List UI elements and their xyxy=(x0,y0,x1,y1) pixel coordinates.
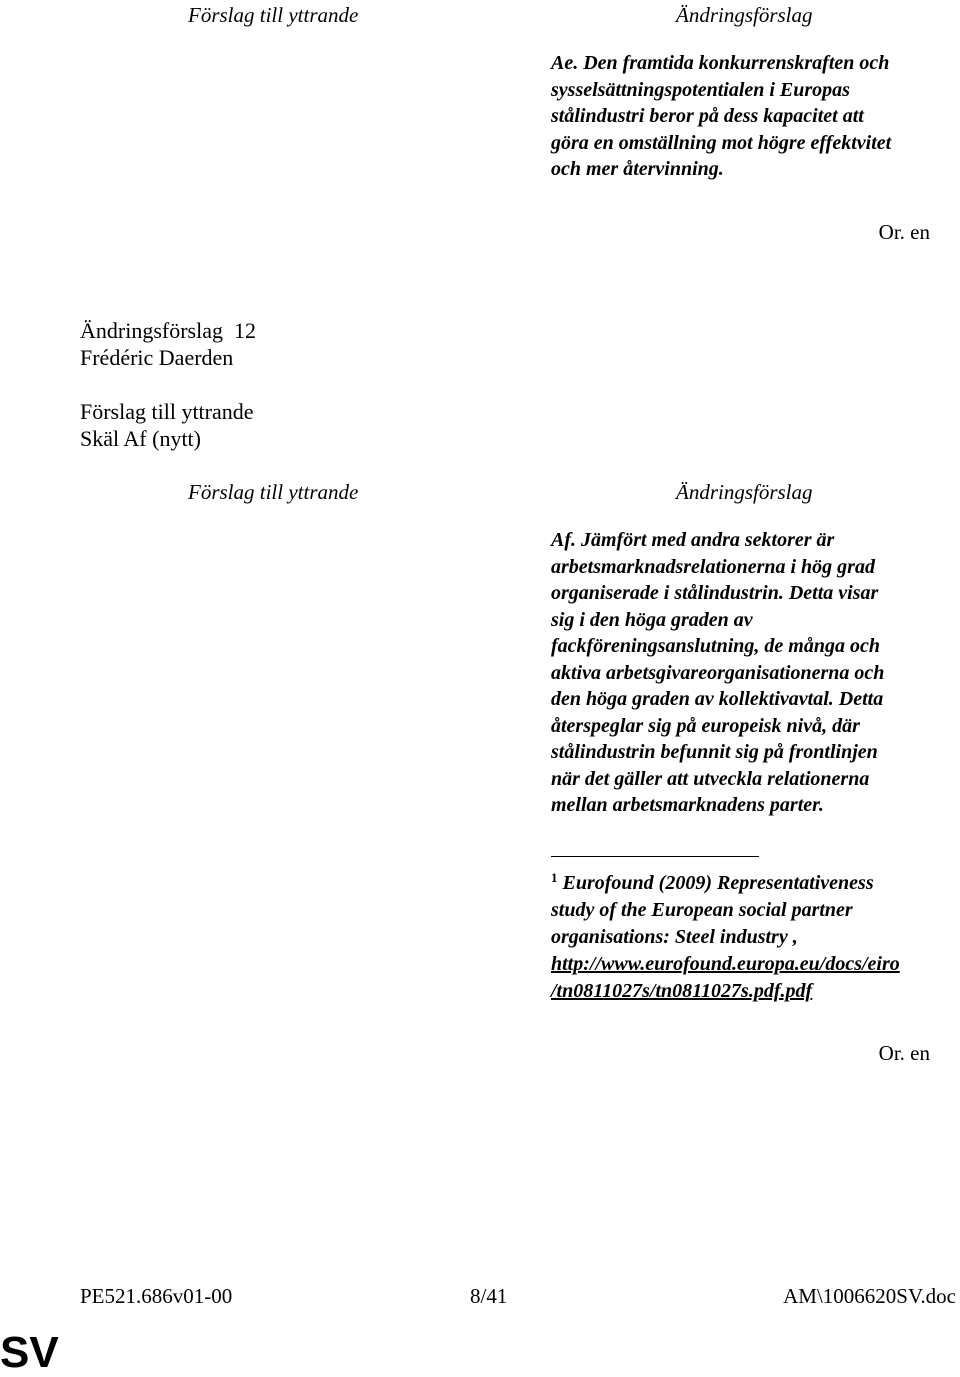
amendment-line: när det gäller att utveckla relationerna xyxy=(551,767,870,790)
footer-document-reference: PE521.686v01-00 xyxy=(80,1284,233,1308)
column-heading-amendment: Ändringsförslag xyxy=(676,3,813,27)
amendment-line: göra en omställning mot högre effektvitet xyxy=(551,131,892,154)
footnote-url-link[interactable]: /tn0811027s/tn0811027s.pdf.pdf xyxy=(551,980,813,1002)
original-language-label: Or. en xyxy=(878,1041,930,1065)
original-language-label: Or. en xyxy=(878,220,930,244)
amendment-line: återspeglar sig på europeisk nivå, där xyxy=(551,714,860,737)
footnote-url-link[interactable]: http://www.eurofound.europa.eu/docs/eiro xyxy=(551,953,900,975)
amendment-line: stålindustrin befunnit sig på frontlinjen xyxy=(551,741,878,763)
footnote-separator xyxy=(551,856,759,857)
amendment-line: arbetsmarknadsrelationerna i hög grad xyxy=(551,555,875,578)
amendment-line: sig i den höga graden av xyxy=(551,608,753,631)
language-code: SV xyxy=(0,1328,59,1377)
amendment-text-ae xyxy=(551,50,891,183)
footer-file-name: AM\1006620SV.doc xyxy=(783,1284,956,1308)
amendment-line: den höga graden av kollektivavtal. Detta xyxy=(551,688,884,710)
column-heading-draft-opinion: Förslag till yttrande xyxy=(188,480,359,504)
amendment-line: Af. Jämfört med andra sektorer är xyxy=(551,529,835,551)
amendment-line: och mer återvinning. xyxy=(551,158,724,180)
column-heading-draft-opinion: Förslag till yttrande xyxy=(188,3,359,27)
amendment-text-af xyxy=(551,527,884,819)
footnote xyxy=(551,870,900,1005)
amendment-author: Frédéric Daerden xyxy=(80,345,234,370)
footnote-line: organisations: Steel industry , xyxy=(551,926,798,948)
footnote-marker: 1 xyxy=(551,870,558,885)
column-heading-amendment: Ändringsförslag xyxy=(676,480,813,504)
amendment-line: aktiva arbetsgivareorganisationerna och xyxy=(551,661,885,684)
amendment-subject: Förslag till yttrande xyxy=(80,399,254,424)
amendment-line: Ae. Den framtida konkurrenskraften och xyxy=(551,52,890,74)
footnote-line: study of the European social partner xyxy=(551,899,853,921)
amendment-line: mellan arbetsmarknadens parter. xyxy=(551,794,824,816)
footnote-text: Eurofound (2009) Representativeness xyxy=(562,872,874,894)
footer-page-number: 8/41 xyxy=(470,1284,508,1308)
amendment-line: fackföreningsanslutning, de många och xyxy=(551,635,880,657)
amendment-recital: Skäl Af (nytt) xyxy=(80,426,201,451)
amendment-title: Ändringsförslag 12 xyxy=(80,318,256,343)
amendment-line: organiserade i stålindustrin. Detta visar xyxy=(551,582,879,604)
footnote-line xyxy=(551,870,900,897)
amendment-line: stålindustri beror på dess kapacitet att xyxy=(551,105,864,127)
amendment-line: sysselsättningspotentialen i Europas xyxy=(551,78,850,101)
